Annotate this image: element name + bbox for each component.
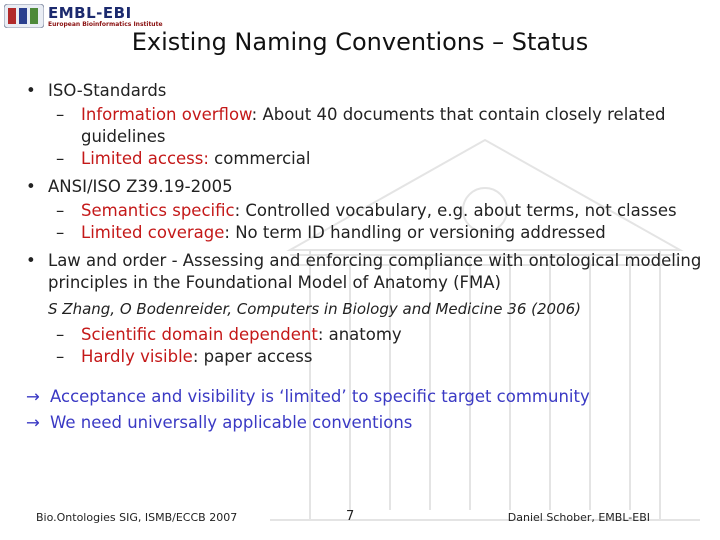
bullet-iso-standards: [26, 80, 706, 102]
dash: –: [56, 201, 65, 220]
sub-bullet-highlight: Information overflow: [81, 105, 252, 124]
sub-bullet-highlight: Scientific domain dependent: [81, 325, 318, 344]
slide-content: [26, 80, 706, 434]
sub-bullet-text: commercial: [208, 149, 311, 168]
citation: S Zhang, O Bodenreider, Computers in Biology and Medicine 36 (2006): [48, 300, 582, 318]
sub-bullet: [26, 200, 706, 222]
dash: –: [56, 325, 65, 344]
dash: –: [56, 105, 65, 124]
sub-bullet: [26, 324, 706, 346]
arrow-icon: →: [26, 413, 40, 432]
sub-bullet: [26, 148, 706, 170]
conclusion-text: Acceptance and visibility is ‘limited’ to specific target community: [50, 387, 590, 406]
conclusion-text: We need universally applicable conventions: [50, 413, 413, 432]
sub-bullet-text: : paper access: [192, 347, 313, 366]
bullet-law-and-order: [26, 250, 706, 294]
logo-name: EMBL-EBI: [48, 4, 132, 22]
bullet-dot: •: [26, 81, 36, 100]
sub-bullet: [26, 222, 706, 244]
bullet-ansi-iso: [26, 176, 706, 198]
arrow-icon: →: [26, 387, 40, 406]
sub-bullet: [26, 346, 706, 368]
sub-bullet: [26, 104, 706, 148]
bullet-text: ANSI/ISO Z39.19-2005: [48, 177, 233, 196]
sub-bullet-highlight: Limited coverage: [81, 223, 225, 242]
sub-bullet-text: : Controlled vocabulary, e.g. about terms, not classes: [234, 201, 677, 220]
conclusion-line: [26, 386, 706, 408]
sub-bullet-text: : About 40 documents that contain closely related guidelines: [81, 105, 666, 146]
sub-bullet-text: : anatomy: [317, 325, 402, 344]
footer-event: Bio.Ontologies SIG, ISMB/ECCB 2007: [36, 511, 238, 524]
bullet-dot: •: [26, 177, 36, 196]
dash: –: [56, 223, 65, 242]
conclusion-line: [26, 412, 706, 434]
sub-bullet-highlight: Limited access:: [81, 149, 209, 168]
embl-logo-icon: [4, 4, 44, 28]
dash: –: [56, 347, 65, 366]
logo-subtitle: European Bioinformatics Institute: [48, 21, 163, 28]
bullet-text: Law and order - Assessing and enforcing compliance with ontological modeling principles in the Foundational Model of Anatomy (FMA): [48, 251, 702, 292]
sub-bullet-highlight: Hardly visible: [81, 347, 193, 366]
bullet-text: ISO-Standards: [48, 81, 167, 100]
dash: –: [56, 149, 65, 168]
slide-title: Existing Naming Conventions – Status: [131, 28, 589, 56]
bullet-dot: •: [26, 251, 36, 270]
page-number: 7: [346, 509, 355, 524]
sub-bullet-text: : No term ID handling or versioning addressed: [224, 223, 606, 242]
sub-bullet-highlight: Semantics specific: [81, 201, 235, 220]
footer-author: Daniel Schober, EMBL-EBI: [507, 511, 650, 524]
